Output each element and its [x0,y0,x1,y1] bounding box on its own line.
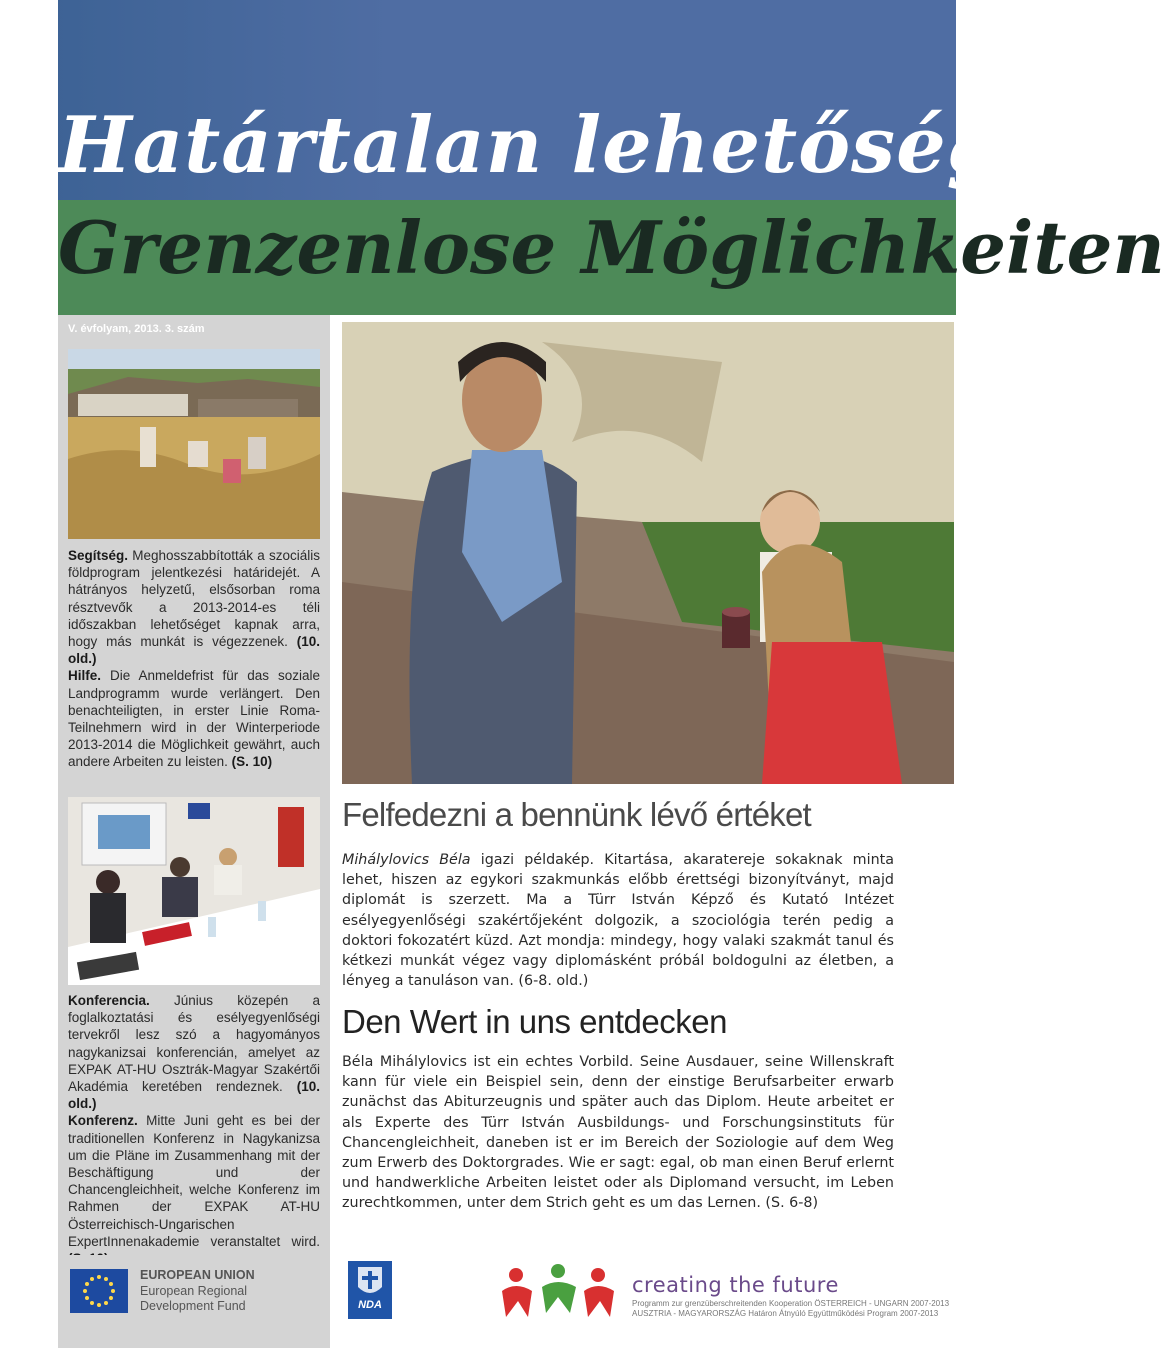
sidebar [58,315,330,1255]
footer-logos [58,1255,956,1348]
item1-de-bold: Hilfe. [68,668,102,684]
creating-future-title: creating the future [632,1273,839,1297]
item1-de-text: Die Anmeldefrist für das soziale Landprogramm wurde verlängert. Den benachteiligten, in erster Linie Roma-Teilnehmern wird in der Winterperiode 2013-2014 die Möglichkeit gewährt, auch andere Arbeiten zu leisten. [68,668,320,770]
eu-line-1: EUROPEAN UNION [140,1268,255,1282]
photo-haymaking [68,349,320,539]
item2-hu-ref: (10. old.) [68,1079,320,1112]
item1-hu-bold: Segítség. [68,548,129,563]
sidebar-item-1 [68,547,320,771]
item1-hu-ref: (10. old.) [68,634,320,667]
article-body-german: Béla Mihálylovics ist ein echtes Vorbild. Seine Ausdauer, seine Willenskraft kann für viele ein Beispiel sein, denn der einstige Berufsarbeiter erwarb zunächst das Abiturzeugnis und später auch das Diplom. Heute arbeitet er als Experte des Türr István Ausbildungs- und Forschungsinstituts für Chancengleichheit, daneben ist er im Bereich der Soziologie auf dem Weg zum Erwerb des Doktorgrades. Wie er sagt: egal, ob man einen Beruf erlernt und handwerkliche Arbeiten leistet oder als Diplomand versucht, im Leben zurechtkommen, unter dem Strich geht es um das Lernen. (S. 6-8) [342,1054,894,1212]
item2-de-bold: Konferenz. [68,1113,138,1129]
masthead [58,0,1165,315]
item2-de-text: Mitte Juni geht es bei der traditionellen Konferenz in Nagykanizsa um die Pläne im Zusammenhang mit der Beschäftigung und der Chancengleichheit, welche Konferenz im Rahmen der EXPAK AT-HU Österreichisch-Ungarischen ExpertInnenakademie veranstaltet wird. [68,1113,320,1249]
item2-hu-bold: Konferencia. [68,993,150,1008]
photo-conference-image [68,797,320,985]
item1-hu-text: Meghosszabbították a szociális földprogram jelentkezési határidejét. A hátrányos helyzetű, elsősorban roma résztvevők a 2013-2014-es téli időszakban lehetőséget kapnak arra, hogy más munkát is végezzenek. [68,548,320,650]
headline-hungarian: Felfedezni a bennünk lévő értéket [342,796,811,833]
eu-fund-label [140,1268,255,1315]
eu-line-2: European Regional [140,1283,248,1298]
article-hu-name: Mihálylovics Béla [342,852,471,868]
title-german: Grenzenlose Möglichkeiten [58,205,1165,290]
creating-future-subtitle-de: Programm zur grenzüberschreitenden Kooperation ÖSTERREICH - UNGARN 2007-2013 [632,1299,950,1308]
sidebar-item-2 [68,992,320,1267]
nda-label: NDA [358,1299,382,1311]
creating-future-figures-icon [498,1261,618,1323]
title-hungarian: Határtalan lehetőségek [58,100,1108,191]
photo-conference [68,797,320,985]
eu-stars-icon [70,1269,128,1313]
item1-de-ref: (S. 10) [231,754,273,770]
headline-german: Den Wert in uns entdecken [342,1003,727,1040]
creating-future-subtitle-hu: AUSZTRIA - MAGYARORSZÁG Határon Átnyúló Együttműködési Program 2007-2013 [632,1309,939,1318]
eu-flag-icon [70,1269,128,1313]
photo-main-portrait [342,322,954,784]
photo-haymaking-image [68,349,320,539]
article-hu-text: igazi példakép. Kitartása, akaratereje sokaknak minta lehet, hiszen az egykori szakmunkás előbb érettségi bizonyítványt, majd diplomát is szerzett. Ma a Türr István Képző és Kutató Intézet esélyegyenlőségi szakértőjeként dolgozik, a szociológia terén pedig a doktori fokozatért küzd. Azt mondja: mindegy, hogy valaki szakmát tanul és kétkezi munkát végez vagy diplomásként próbál boldogulni az életben, a lényeg a tanuláson van. (6-8. old.) [342,852,895,990]
item2-hu-text: Június közepén a foglalkoztatási és esélyegyenlőségi tervekről lesz szó a hagyományos nagykanizsai konferencián, amelyet az EXPAK AT-HU Osztrák-Magyar Szakértői Akadémia keretében rendeznek. [68,993,320,1095]
eu-line-3: Development Fund [140,1299,246,1313]
photo-main-image [342,322,954,784]
article-body-hungarian [342,850,894,991]
edition-label: V. évfolyam, 2013. 3. szám [68,323,205,335]
ctf-figures-icon [498,1261,618,1323]
